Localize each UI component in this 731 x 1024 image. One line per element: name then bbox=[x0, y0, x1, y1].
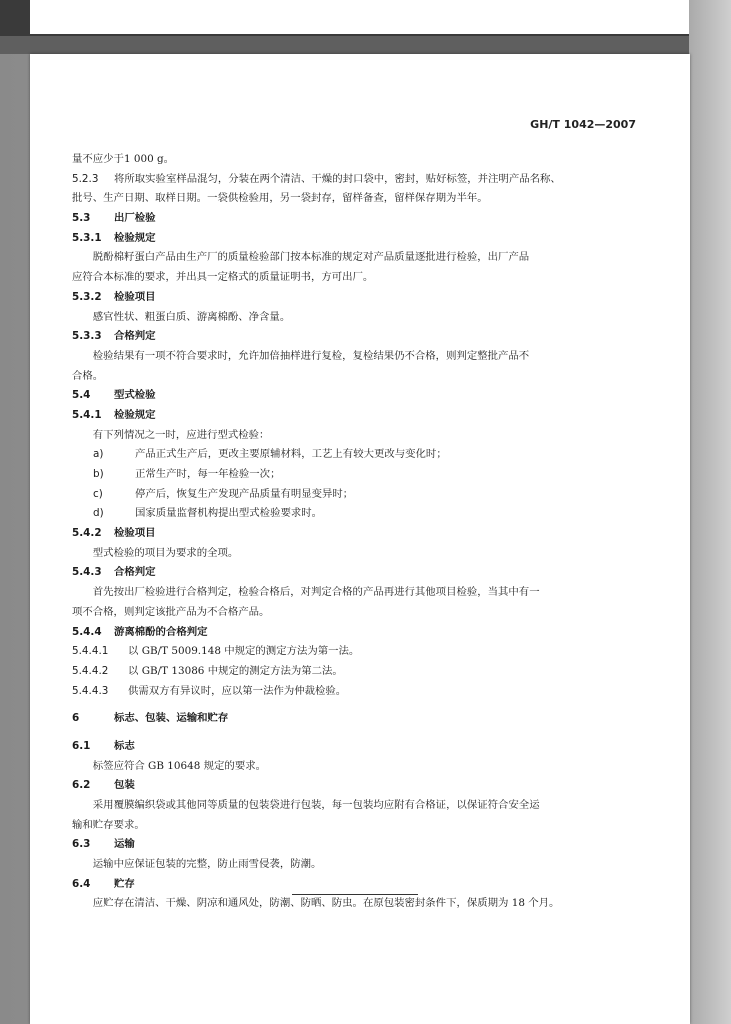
clause-text: 有下列情况之一时，应进行型式检验： bbox=[92, 428, 270, 441]
clause-line bbox=[72, 875, 638, 895]
clause-number: 6 bbox=[72, 712, 80, 725]
clause-number: c) bbox=[93, 487, 103, 500]
text-line bbox=[72, 816, 638, 836]
clause-number: 5.4.2 bbox=[72, 527, 102, 540]
clause-line bbox=[72, 642, 638, 662]
clause-heading: 检验项目 bbox=[114, 290, 156, 303]
end-of-document-rule bbox=[292, 894, 418, 895]
clause-number: 5.4.1 bbox=[72, 408, 102, 421]
text-line bbox=[72, 757, 638, 777]
clause-line bbox=[72, 209, 638, 229]
clause-text: 正常生产时，每一年检验一次； bbox=[135, 468, 281, 480]
clause-text: 合格。 bbox=[72, 369, 104, 382]
clause-line bbox=[72, 504, 638, 524]
clause-text: 批号、生产日期、取样日期。一袋供检验用，另一袋封存，留样备查，留样保存期为半年。 bbox=[72, 192, 488, 205]
clause-heading: 贮存 bbox=[114, 877, 135, 890]
clause-number: a) bbox=[93, 448, 104, 461]
clause-number: 5.4.4.2 bbox=[72, 664, 109, 677]
clause-number: 5.4 bbox=[72, 389, 91, 402]
page-separator bbox=[0, 36, 731, 54]
previous-page-edge bbox=[30, 0, 690, 34]
clause-number: 5.3.3 bbox=[72, 330, 102, 343]
clause-heading: 合格判定 bbox=[114, 566, 156, 579]
clause-text: 脱酚棉籽蛋白产品由生产厂的质量检验部门按本标准的规定对产品质量逐批进行检验，出厂产品 bbox=[92, 251, 530, 264]
clause-line bbox=[72, 327, 638, 347]
text-line bbox=[72, 347, 638, 367]
clause-text: 以 GB/T 13086 中规定的测定方法为第二法。 bbox=[128, 664, 343, 677]
paragraph-gap bbox=[72, 729, 638, 737]
clause-text: 项不合格，则判定该批产品为不合格产品。 bbox=[72, 605, 270, 618]
clause-text: 首先按出厂检验进行合格判定，检验合格后，对判定合格的产品再进行其他项目检验，当其中有一 bbox=[92, 586, 540, 599]
clause-line bbox=[72, 709, 638, 729]
clause-line bbox=[72, 835, 638, 855]
clause-line bbox=[72, 776, 638, 796]
clause-heading: 游离棉酚的合格判定 bbox=[114, 625, 208, 638]
clause-heading: 出厂检验 bbox=[114, 212, 156, 225]
clause-heading: 型式检验 bbox=[114, 389, 156, 402]
clause-text: 应贮存在清洁、干燥、阴凉和通风处，防潮、防晒、防虫。在原包装密封条件下，保质期为 18 个月。 bbox=[92, 897, 560, 910]
clause-line bbox=[72, 465, 638, 485]
clause-heading: 检验项目 bbox=[114, 527, 156, 540]
clause-heading: 包装 bbox=[114, 779, 135, 792]
text-line bbox=[72, 796, 638, 816]
clause-text: 检验结果有一项不符合要求时，允许加倍抽样进行复检，复检结果仍不合格，则判定整批产品不 bbox=[92, 349, 530, 362]
document-page bbox=[30, 54, 690, 1024]
clause-number: 6.3 bbox=[72, 838, 91, 851]
clause-text: 以 GB/T 5009.148 中规定的测定方法为第一法。 bbox=[128, 645, 360, 658]
clause-text: 停产后，恢复生产发现产品质量有明显变异时； bbox=[135, 487, 354, 500]
page-body bbox=[72, 150, 638, 914]
clause-text: 量不应少于1 000 g。 bbox=[72, 153, 175, 165]
clause-line bbox=[72, 288, 638, 308]
clause-number: 5.4.4.1 bbox=[72, 645, 109, 658]
text-line bbox=[72, 268, 638, 288]
clause-line bbox=[72, 623, 638, 643]
clause-line bbox=[72, 485, 638, 505]
clause-line bbox=[72, 445, 638, 465]
clause-text: 感官性状、粗蛋白质、游离棉酚、净含量。 bbox=[92, 310, 291, 323]
clause-text: 将所取实验室样品混匀，分装在两个清洁、干燥的封口袋中，密封，贴好标签，并注明产品名称、 bbox=[114, 172, 561, 185]
clause-heading: 标志、包装、运输和贮存 bbox=[114, 712, 229, 725]
clause-text: 标签应符合 GB 10648 规定的要求。 bbox=[92, 759, 266, 772]
clause-number: 6.2 bbox=[72, 779, 91, 792]
paragraph-gap bbox=[72, 701, 638, 709]
clause-line bbox=[72, 563, 638, 583]
text-line bbox=[72, 894, 638, 914]
text-line bbox=[72, 603, 638, 623]
clause-text: 产品正式生产后，更改主要原辅材料，工艺上有较大更改与变化时； bbox=[135, 448, 447, 461]
clause-text: 输和贮存要求。 bbox=[72, 818, 145, 831]
clause-number: d) bbox=[93, 507, 104, 520]
clause-text: 国家质量监督机构提出型式检验要求时。 bbox=[135, 507, 323, 520]
clause-heading: 检验规定 bbox=[114, 231, 156, 244]
clause-number: 5.3 bbox=[72, 212, 91, 225]
clause-heading: 运输 bbox=[114, 838, 135, 851]
clause-heading: 检验规定 bbox=[114, 408, 156, 421]
text-line bbox=[72, 150, 638, 170]
text-line bbox=[72, 367, 638, 387]
clause-line bbox=[72, 386, 638, 406]
clause-text: 型式检验的项目为要求的全项。 bbox=[92, 546, 239, 559]
text-line bbox=[72, 544, 638, 564]
clause-number: 5.2.3 bbox=[72, 172, 99, 185]
clause-number: 5.4.4 bbox=[72, 625, 102, 638]
clause-heading: 合格判定 bbox=[114, 330, 156, 343]
text-line bbox=[72, 308, 638, 328]
text-line bbox=[72, 426, 638, 446]
text-line bbox=[72, 248, 638, 268]
clause-number: 5.4.3 bbox=[72, 566, 102, 579]
clause-number: 6.4 bbox=[72, 877, 91, 890]
clause-line bbox=[72, 406, 638, 426]
clause-line bbox=[72, 662, 638, 682]
clause-line bbox=[72, 682, 638, 702]
text-line bbox=[72, 583, 638, 603]
clause-number: 5.4.4.3 bbox=[72, 684, 109, 697]
clause-line bbox=[72, 524, 638, 544]
clause-text: 运输中应保证包装的完整，防止雨雪侵袭，防潮。 bbox=[92, 858, 322, 871]
clause-text: 应符合本标准的要求，并出具一定格式的质量证明书，方可出厂。 bbox=[72, 271, 374, 284]
text-line bbox=[72, 855, 638, 875]
clause-line bbox=[72, 170, 638, 190]
clause-number: 6.1 bbox=[72, 739, 91, 752]
text-line bbox=[72, 189, 638, 209]
standard-code: GH/T 1042—2007 bbox=[530, 118, 636, 131]
clause-number: 5.3.1 bbox=[72, 231, 102, 244]
clause-heading: 标志 bbox=[114, 739, 135, 752]
viewer-right-gutter bbox=[689, 0, 731, 1024]
clause-number: b) bbox=[93, 468, 104, 480]
clause-text: 供需双方有异议时，应以第一法作为仲裁检验。 bbox=[128, 684, 347, 697]
clause-line bbox=[72, 737, 638, 757]
clause-number: 5.3.2 bbox=[72, 290, 102, 303]
clause-text: 采用覆膜编织袋或其他同等质量的包装袋进行包装，每一包装均应附有合格证，以保证符合安全运 bbox=[92, 799, 540, 811]
clause-line bbox=[72, 229, 638, 249]
